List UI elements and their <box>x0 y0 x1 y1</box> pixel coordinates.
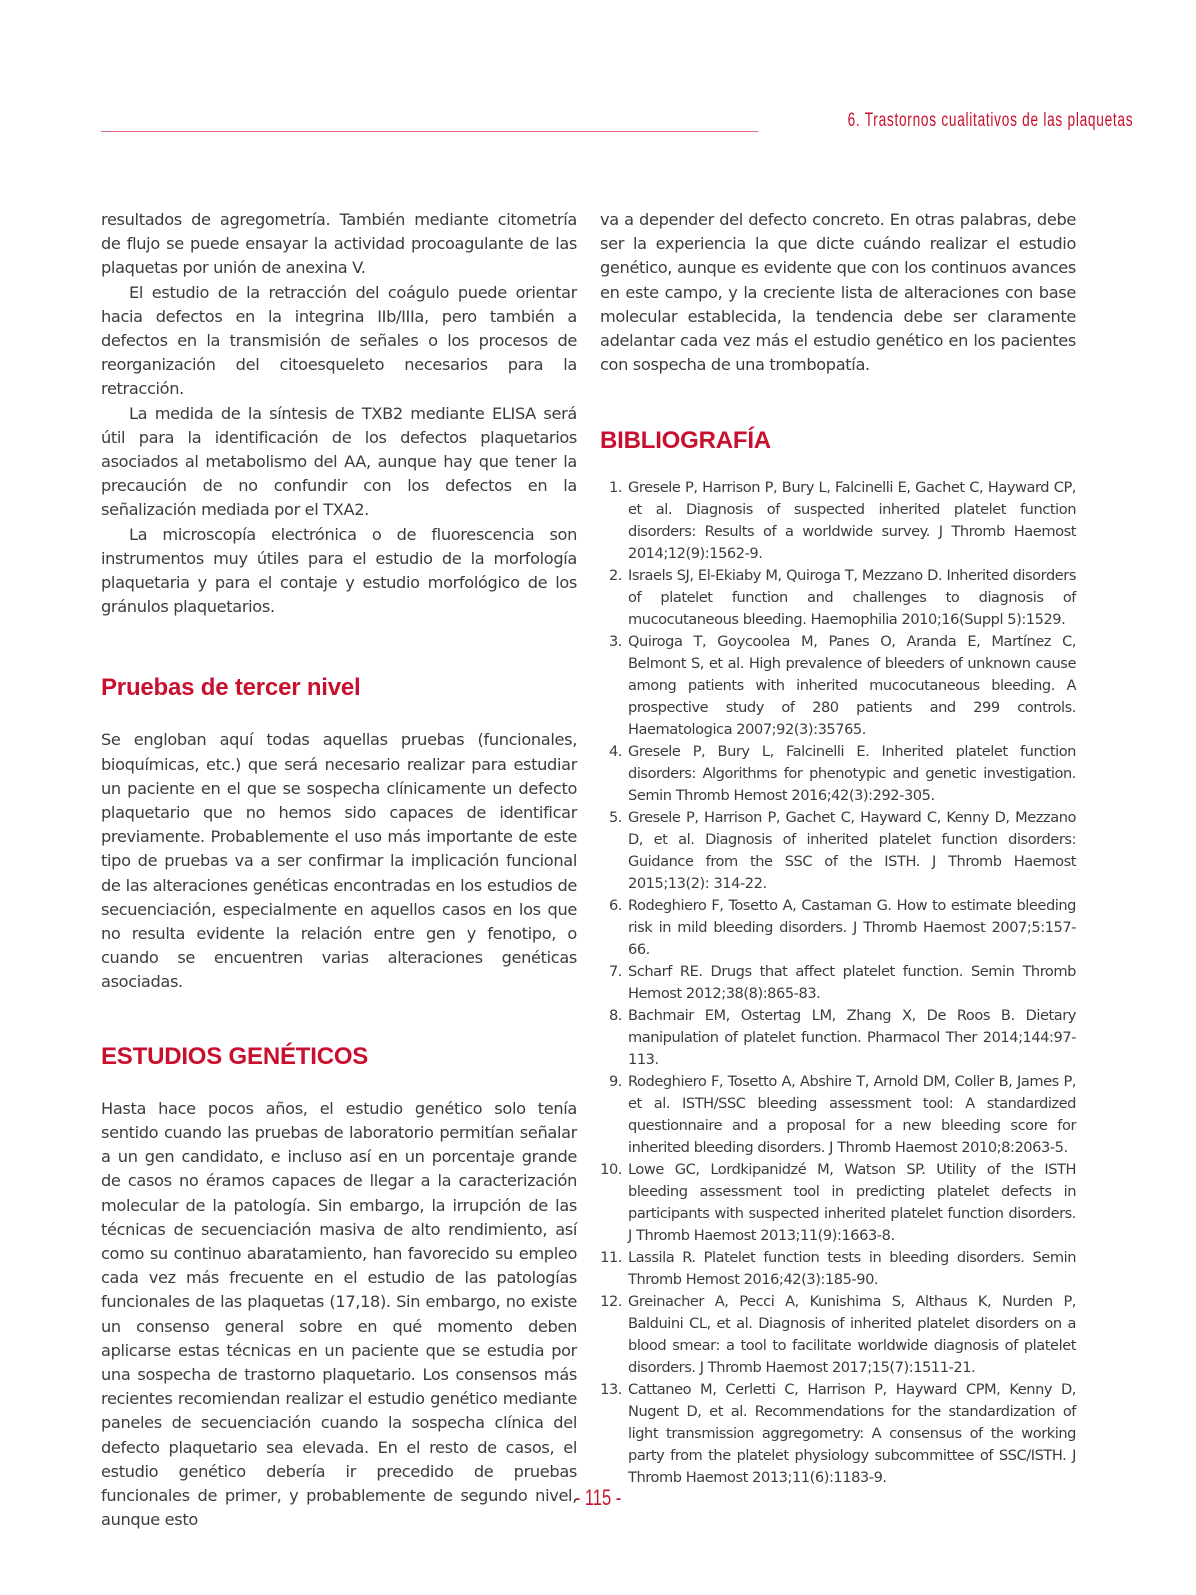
reference-item <box>600 1005 1076 1071</box>
reference-item <box>600 895 1076 961</box>
reference-text: Rodeghiero F, Tosetto A, Castaman G. How to estimate bleeding risk in mild bleeding disorders. J Thromb Haemost 2007;5:157-66. <box>628 897 1076 959</box>
reference-item <box>600 807 1076 895</box>
reference-item <box>600 631 1076 741</box>
reference-text: Lowe GC, Lordkipanidzé M, Watson SP. Utility of the ISTH bleeding assessment tool in predicting platelet defects in participants with suspected inherited platelet function disorders. J Thromb Haemost 2013;11(9):1663-8. <box>628 1161 1076 1245</box>
reference-item <box>600 741 1076 807</box>
reference-text: Greinacher A, Pecci A, Kunishima S, Althaus K, Nurden P, Balduini CL, et al. Diagnosis of inherited platelet disorders on a blood smear: a tool to facilitate worldwide diagnosis of platelet disorders. J Thromb Haemost 2017;15(7):1511-21. <box>628 1293 1076 1377</box>
reference-number: 5. <box>608 809 622 827</box>
reference-number: 3. <box>608 633 622 651</box>
reference-text: Cattaneo M, Cerletti C, Harrison P, Hayward CPM, Kenny D, Nugent D, et al. Recommendations for the standardization of light transmission aggregometry: A consensus of the working party from the platelet physiology subcommittee of SSC/ISTH. J Thromb Haemost 2013;11(6):1183-9. <box>628 1381 1076 1487</box>
reference-number: 4. <box>608 743 622 761</box>
right-column <box>600 208 1076 1489</box>
reference-text: Lassila R. Platelet function tests in bleeding disorders. Semin Thromb Hemost 2016;42(3):185-90. <box>628 1249 1076 1289</box>
page-number-text: - 115 - <box>574 1485 622 1510</box>
reference-number: 9. <box>608 1073 622 1091</box>
header-rule <box>101 131 758 132</box>
paragraph: La medida de la síntesis de TXB2 mediante ELISA será útil para la identificación de los defectos plaquetarios asociados al metabolismo del AA, aunque hay que tener la precaución de no confundir con los defectos en la señalización mediada por el TXA2. <box>101 403 577 520</box>
reference-item <box>600 1071 1076 1159</box>
reference-item <box>600 1159 1076 1247</box>
reference-text: Israels SJ, El-Ekiaby M, Quiroga T, Mezzano D. Inherited disorders of platelet function and challenges to diagnosis of mucocutaneous bleeding. Haemophilia 2010;16(Suppl 5):1529. <box>628 567 1076 629</box>
reference-text: Rodeghiero F, Tosetto A, Abshire T, Arnold DM, Coller B, James P, et al. ISTH/SSC bleeding assessment tool: A standardized questionnaire and a proposal for a new bleeding score for inherited bleeding disorders. J Thromb Haemost 2010;8:2063-5. <box>628 1073 1076 1157</box>
reference-item <box>600 1291 1076 1379</box>
reference-number: 1. <box>608 479 622 497</box>
paragraph: Se engloban aquí todas aquellas pruebas (funcionales, bioquímicas, etc.) que será necesario realizar para estudiar un paciente en el que se sospecha clínicamente un defecto plaquetario que no hemos sido capaces de identificar previamente. Probablemente el uso más importante de este tipo de pruebas va a ser confirmar la implicación funcional de las alteraciones genéticas encontradas en los estudios de secuenciación, especialmente en aquellos casos en los que no resulta evidente la relación entre gen y fenotipo, o cuando se encuentren varias alteraciones genéticas asociadas. <box>101 730 577 992</box>
reference-text: Gresele P, Harrison P, Gachet C, Hayward C, Kenny D, Mezzano D, et al. Diagnosis of inherited platelet function disorders: Guidance from the SSC of the ISTH. J Thromb Haemost 2015;13(2): 314-22. <box>628 809 1076 893</box>
running-head: 6. Trastornos cualitativos de las plaquetas <box>847 110 1134 131</box>
reference-number: 7. <box>608 963 622 981</box>
reference-number: 13. <box>600 1381 622 1399</box>
left-column <box>101 208 577 1532</box>
bibliography-list <box>600 477 1076 1489</box>
reference-number: 11. <box>600 1249 622 1267</box>
reference-number: 10. <box>600 1161 622 1179</box>
reference-item <box>600 565 1076 631</box>
reference-number: 8. <box>608 1007 622 1025</box>
reference-text: Scharf RE. Drugs that affect platelet function. Semin Thromb Hemost 2012;38(8):865-83. <box>628 963 1076 1003</box>
paragraph: El estudio de la retracción del coágulo puede orientar hacia defectos en la integrina IIb/IIIa, pero también a defectos en la transmisión de señales o los procesos de reorganización del citoesqueleto necesarios para la retracción. <box>101 282 577 399</box>
reference-number: 12. <box>600 1293 622 1311</box>
reference-item <box>600 1379 1076 1489</box>
page-number <box>0 1485 1196 1511</box>
section-heading-third-level: Pruebas de tercer nivel <box>101 674 361 702</box>
reference-text: Gresele P, Bury L, Falcinelli E. Inherited platelet function disorders: Algorithms for phenotypic and genetic investigation. Semin Thromb Hemost 2016;42(3):292-305. <box>628 743 1076 805</box>
section-heading-genetic: ESTUDIOS GENÉTICOS <box>101 1042 369 1070</box>
reference-text: Quiroga T, Goycoolea M, Panes O, Aranda E, Martínez C, Belmont S, et al. High prevalence of bleeders of unknown cause among patients with inherited mucocutaneous bleeding. A prospective study of 280 patients and 299 controls. Haematologica 2007;92(3):35765. <box>628 633 1076 739</box>
bibliography-heading: BIBLIOGRAFÍA <box>600 427 771 455</box>
reference-item <box>600 961 1076 1005</box>
reference-text: Bachmair EM, Ostertag LM, Zhang X, De Roos B. Dietary manipulation of platelet function. Pharmacol Ther 2014;144:97-113. <box>628 1007 1076 1069</box>
reference-number: 6. <box>608 897 622 915</box>
reference-item <box>600 1247 1076 1291</box>
paragraph: Hasta hace pocos años, el estudio genético solo tenía sentido cuando las pruebas de laboratorio permitían señalar a un gen candidato, e incluso así en un porcentaje grande de casos no éramos capaces de llegar a la caracterización molecular de la patología. Sin embargo, la irrupción de las técnicas de secuenciación masiva de alto rendimiento, así como su continuo abaratamiento, han favorecido su empleo cada vez más frecuente en el estudio de las patologías funcionales de las plaquetas (17,18). Sin embargo, no existe un consenso general sobre en qué momento deben aplicarse estas técnicas en un paciente que se estudia por una sospecha de trastorno plaquetario. Los consensos más recientes recomiendan realizar el estudio genético mediante paneles de secuenciación cuando la sospecha clínica del defecto plaquetario sea elevada. En el resto de casos, el estudio genético debería ir precedido de pruebas funcionales de primer, y probablemente de segundo nivel, aunque esto <box>101 1098 577 1530</box>
paragraph: va a depender del defecto concreto. En otras palabras, debe ser la experiencia la que dicte cuándo realizar el estudio genético, aunque es evidente que con los continuos avances en este campo, y la creciente lista de alteraciones con base molecular establecida, la tendencia debe ser claramente adelantar cada vez más el estudio genético en los pacientes con sospecha de una trombopatía. <box>600 210 1076 375</box>
reference-number: 2. <box>608 567 622 585</box>
reference-item <box>600 477 1076 565</box>
paragraph: resultados de agregometría. También mediante citometría de flujo se puede ensayar la actividad procoagulante de las plaquetas por unión de anexina V. <box>101 210 577 278</box>
reference-text: Gresele P, Harrison P, Bury L, Falcinelli E, Gachet C, Hayward CP, et al. Diagnosis of suspected inherited platelet function disorders: Results of a worldwide survey. J Thromb Haemost 2014;12(9):1562-9. <box>628 479 1076 563</box>
paragraph: La microscopía electrónica o de fluorescencia son instrumentos muy útiles para el estudio de la morfología plaquetaria y para el contaje y estudio morfológico de los gránulos plaquetarios. <box>101 524 577 617</box>
